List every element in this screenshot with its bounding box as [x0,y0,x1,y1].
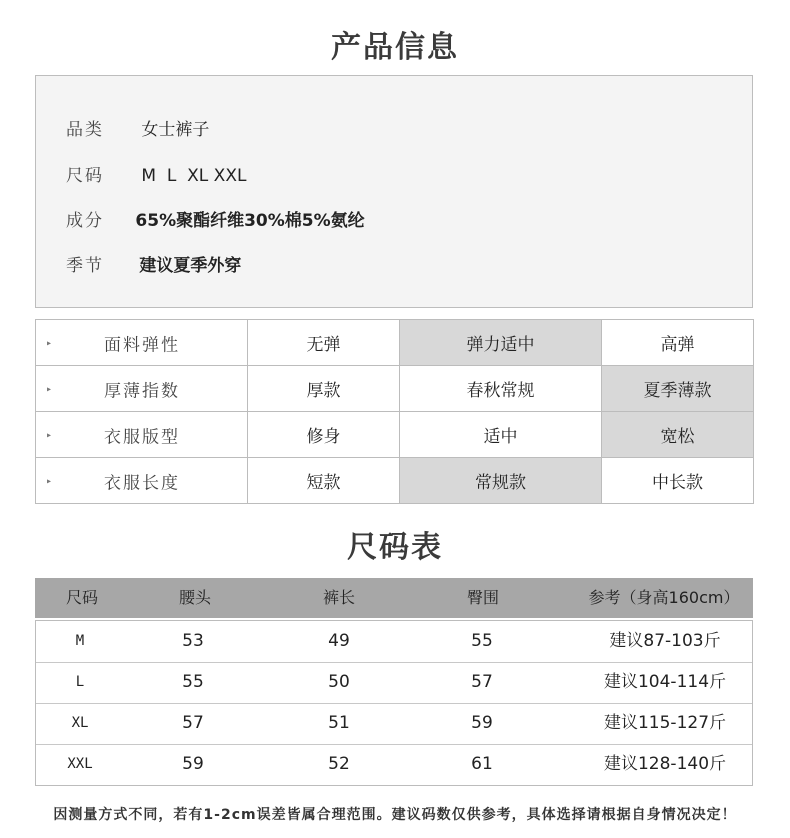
triangle-right-icon: ▸ [47,338,54,347]
info-label: 成分 [66,211,104,231]
reference-cell: 建议115-127斤 [603,713,727,733]
attribute-table [35,319,754,504]
attribute-option: 宽松 [602,412,754,458]
info-label: 尺码 [66,166,104,186]
size-chart-title: 尺码表 [347,530,443,565]
attribute-row [36,366,754,412]
attribute-label: 厚薄指数 [104,381,180,401]
reference-cell: 建议128-140斤 [603,754,727,774]
attribute-label: 衣服版型 [104,427,180,447]
hip-cell: 61 [471,754,493,774]
size-chart-body [35,620,753,786]
attribute-option: 修身 [248,412,400,458]
waist-cell: 55 [182,672,204,692]
waist-cell: 57 [182,713,204,733]
size-cell: XL [71,715,89,731]
product-info-box [35,75,753,308]
hip-cell: 55 [471,631,493,651]
hip-cell: 57 [471,672,493,692]
attribute-option: 夏季薄款 [602,366,754,412]
attribute-row [36,412,754,458]
attribute-option: 厚款 [248,366,400,412]
table-row [36,662,752,704]
attribute-option: 短款 [248,458,400,504]
attribute-label-cell [36,412,248,458]
info-label: 品类 [66,120,104,140]
length-cell: 49 [328,631,350,651]
attribute-label-cell [36,458,248,504]
attribute-option: 中长款 [602,458,754,504]
attribute-option: 高弹 [602,320,754,366]
reference-cell: 建议104-114斤 [603,672,727,692]
info-value: M L XL XXL [141,166,247,186]
hip-cell: 59 [471,713,493,733]
table-row [36,744,752,785]
info-label: 季节 [66,256,104,276]
length-cell: 52 [328,754,350,774]
table-row [36,703,752,745]
triangle-right-icon: ▸ [47,430,54,439]
info-value: 建议夏季外穿 [139,256,242,276]
info-row-season [66,251,241,276]
reference-cell: 建议87-103斤 [609,631,721,651]
size-cell: M [75,633,85,649]
size-header-cell: 尺码 [65,588,99,607]
attribute-label: 衣服长度 [104,473,180,493]
table-row [36,621,752,663]
info-value: 65%聚酯纤维30%棉5%氨纶 [135,211,365,231]
attribute-option: 弹力适中 [400,320,602,366]
info-row-size [66,161,246,186]
size-header-cell: 裤长 [322,588,356,607]
attribute-row [36,458,754,504]
size-header-cell: 臀围 [466,588,500,607]
waist-cell: 53 [182,631,204,651]
product-info-title: 产品信息 [331,30,459,65]
attribute-option: 无弹 [248,320,400,366]
triangle-right-icon: ▸ [47,384,54,393]
size-cell: L [75,674,85,690]
attribute-option: 春秋常规 [400,366,602,412]
attribute-option: 常规款 [400,458,602,504]
attribute-row [36,320,754,366]
info-row-category [66,115,209,140]
size-chart-header [35,578,753,618]
attribute-label-cell [36,366,248,412]
attribute-label-cell [36,320,248,366]
info-value: 女士裤子 [141,120,210,140]
length-cell: 51 [328,713,350,733]
length-cell: 50 [328,672,350,692]
waist-cell: 59 [182,754,204,774]
size-header-cell: 参考（身高160cm） [588,588,740,607]
footer-note: 因测量方式不同，若有1-2cm误差皆属合理范围。建议码数仅供参考，具体选择请根据自身情况决定！ [53,807,737,823]
triangle-right-icon: ▸ [47,476,54,485]
attribute-option: 适中 [400,412,602,458]
attribute-label: 面料弹性 [104,335,180,355]
size-cell: XXL [67,756,93,772]
info-row-material [66,206,365,231]
size-header-cell: 腰头 [178,588,212,607]
